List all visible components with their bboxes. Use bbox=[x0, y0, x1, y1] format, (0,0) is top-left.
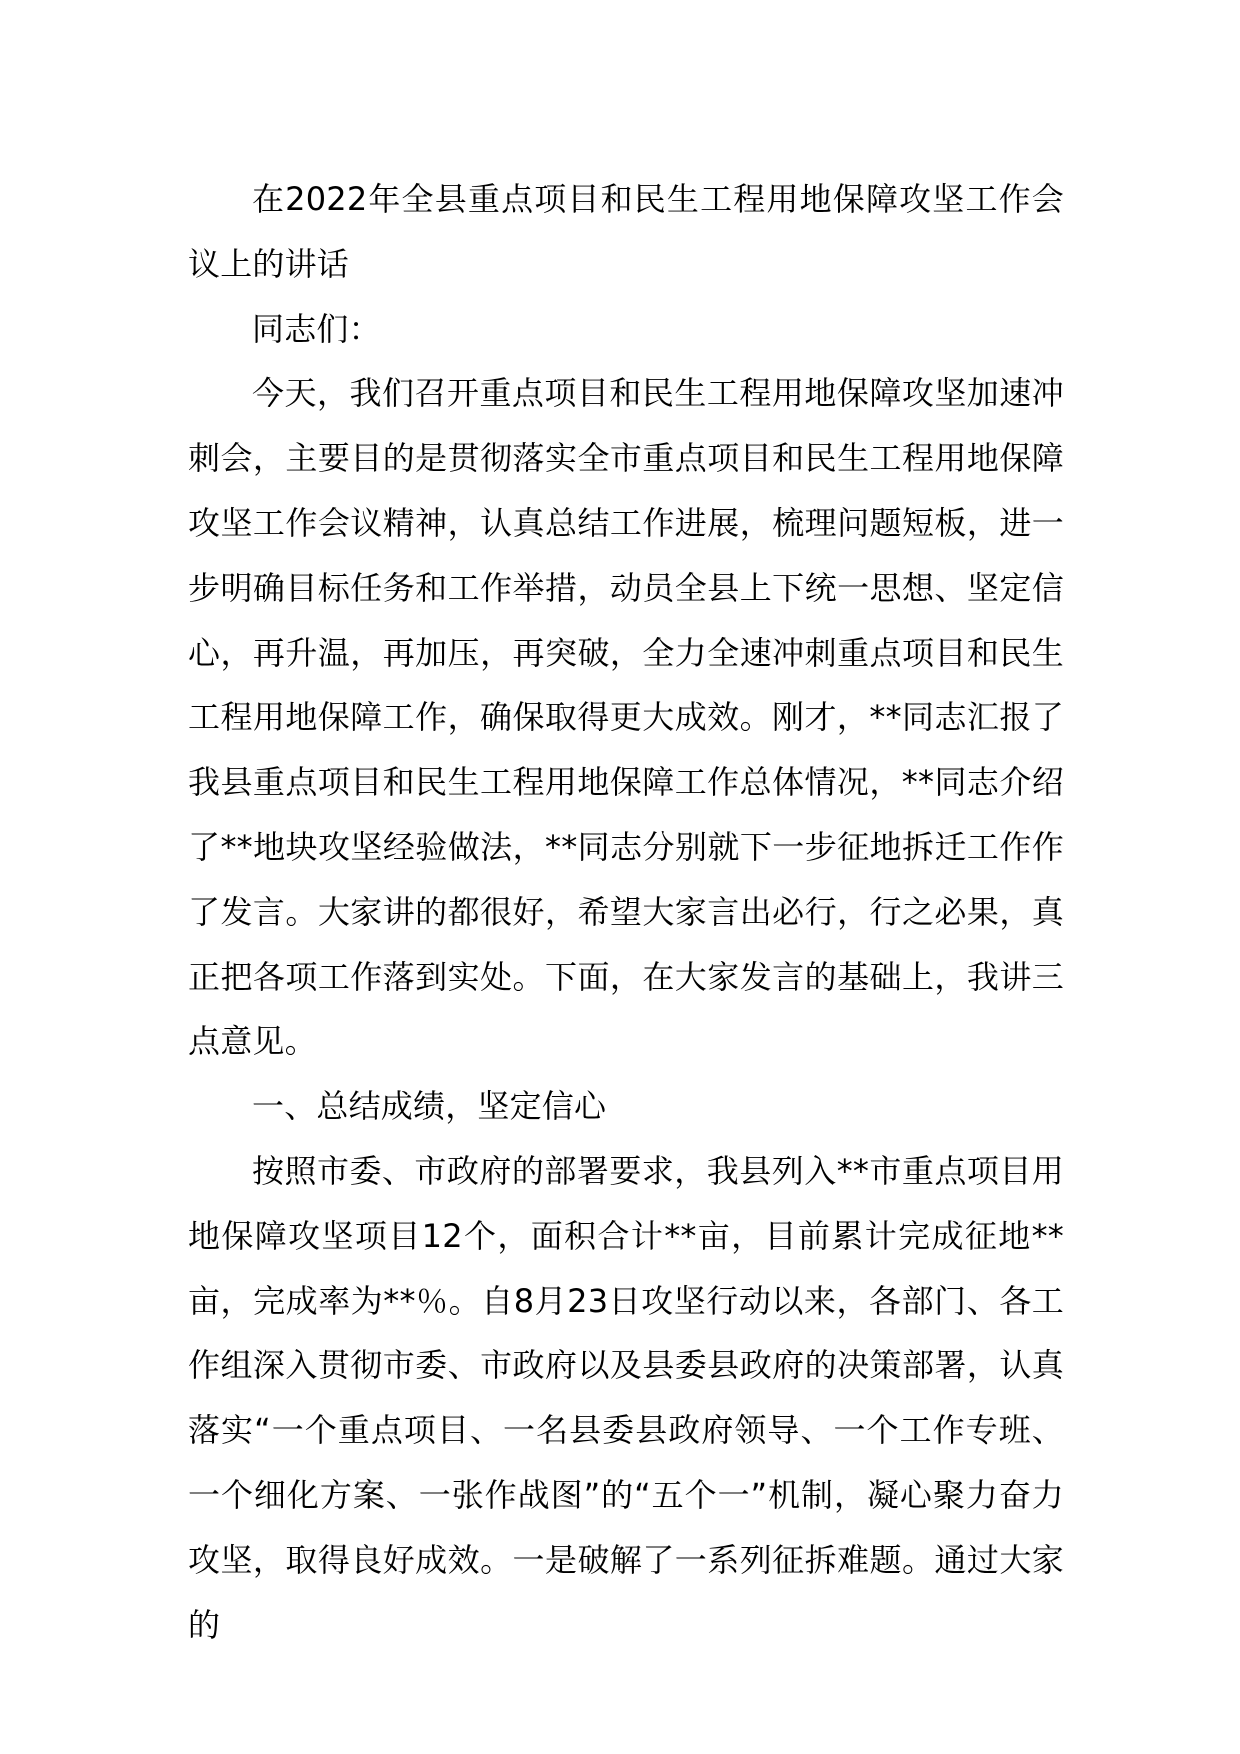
document-body bbox=[188, 167, 1064, 1657]
salutation: 同志们： bbox=[252, 309, 381, 348]
document-title: 在2022年全县重点项目和民生工程用地保障攻坚工作会议上的讲话 bbox=[188, 180, 1064, 283]
paragraph-intro: 今天，我们召开重点项目和民生工程用地保障攻坚加速冲刺会，主要目的是贯彻落实全市重点项目和民生工程用地保障攻坚工作会议精神，认真总结工作进展，梳理问题短板，进一步明确目标任务和工作举措，动员全县上下统一思想、坚定信心，再升温，再加压，再突破，全力全速冲刺重点项目和民生工程用地保障工作，确保取得更大成效。刚才，**同志汇报了我县重点项目和民生工程用地保障工作总体情况，**同志介绍了**地块攻坚经验做法，**同志分别就下一步征地拆迁工作作了发言。大家讲的都很好，希望大家言出必行，行之必果，真正把各项工作落到实处。下面，在大家发言的基础上，我讲三点意见。 bbox=[188, 374, 1064, 1061]
section-heading-1: 一、总结成绩，坚定信心 bbox=[252, 1087, 607, 1126]
paragraph-achievements: 按照市委、市政府的部署要求，我县列入**市重点项目用地保障攻坚项目12个，面积合计**亩，目前累计完成征地**亩，完成率为**％。自8月23日攻坚行动以来，各部门、各工作组深入贯彻市委、市政府以及县委县政府的决策部署，认真落实“一个重点项目、一名县委县政府领导、一个工作专班、一个细化方案、一张作战图”的“五个一”机制，凝心聚力奋力攻坚，取得良好成效。一是破解了一系列征拆难题。通过大家的 bbox=[188, 1151, 1064, 1644]
